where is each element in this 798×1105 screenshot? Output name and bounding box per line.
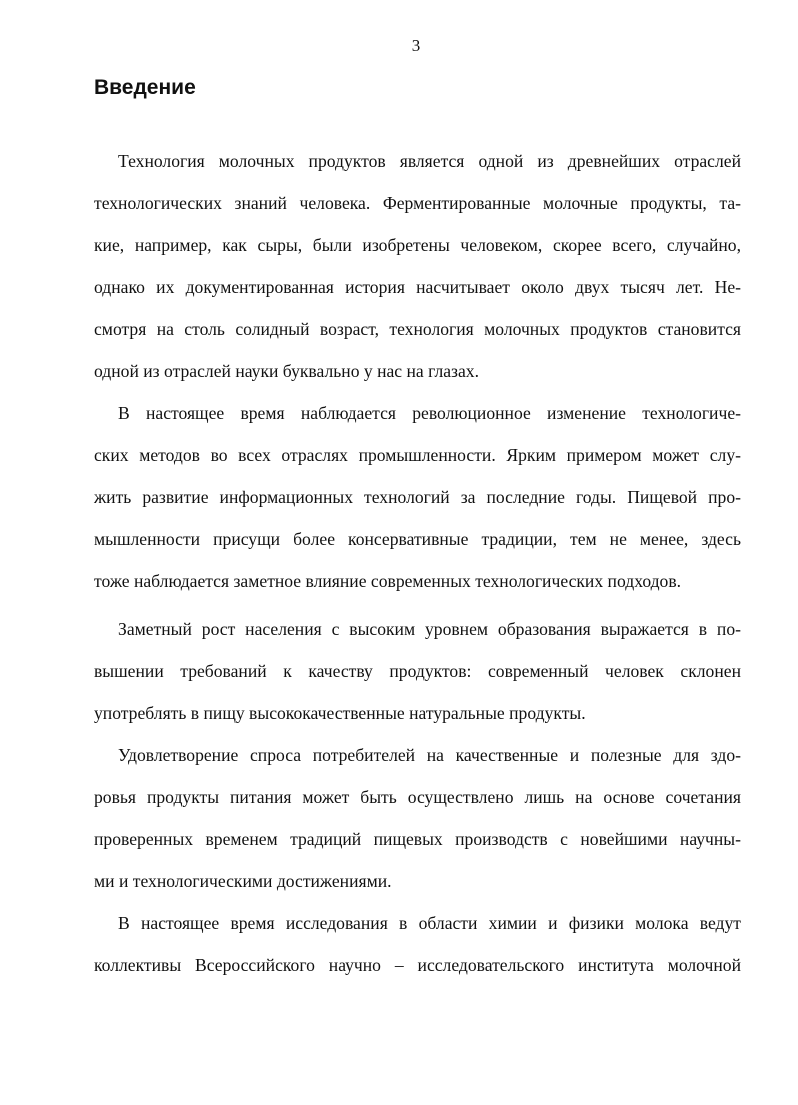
text-line: мышленности присущи более консервативные традиции, тем не менее, здесь [94,529,741,549]
text-line: Удовлетворение спроса потребителей на качественные и полезные для здо- [118,745,741,765]
text-line: вышении требований к качеству продуктов: современный человек склонен [94,661,741,681]
text-line: проверенных временем традиций пищевых производств с новейшими научны- [94,829,741,849]
text-line: Заметный рост населения с высоким уровнем образования выражается в по- [118,619,741,639]
text-line: Технология молочных продуктов является одной из древнейших отраслей [118,151,741,171]
text-line: кие, например, как сыры, были изобретены человеком, скорее всего, случайно, [94,235,741,255]
text-line: смотря на столь солидный возраст, технология молочных продуктов становится [94,319,741,339]
text-line: однако их документированная история насчитывает около двух тысяч лет. Не- [94,277,741,297]
text-line: одной из отраслей науки буквально у нас на глазах. [94,361,479,381]
text-line: В настоящее время наблюдается революционное изменение технологиче- [118,403,741,423]
text-line: ских методов во всех отраслях промышленности. Ярким примером может слу- [94,445,741,465]
text-line: ровья продукты питания может быть осуществлено лишь на основе сочетания [94,787,741,807]
page-number: 3 [411,36,421,55]
text-line: коллективы Всероссийского научно – исследовательского института молочной [94,955,741,975]
text-line: употреблять в пищу высококачественные натуральные продукты. [94,703,586,723]
text-line: жить развитие информационных технологий за последние годы. Пищевой про- [94,487,741,507]
text-line: ми и технологическими достижениями. [94,871,392,891]
text-line: технологических знаний человека. Ферментированные молочные продукты, та- [94,193,741,213]
text-line: тоже наблюдается заметное влияние современных технологических подходов. [94,571,682,591]
text-line: В настоящее время исследования в области химии и физики молока ведут [118,913,741,933]
page-title: Введение [94,76,196,99]
